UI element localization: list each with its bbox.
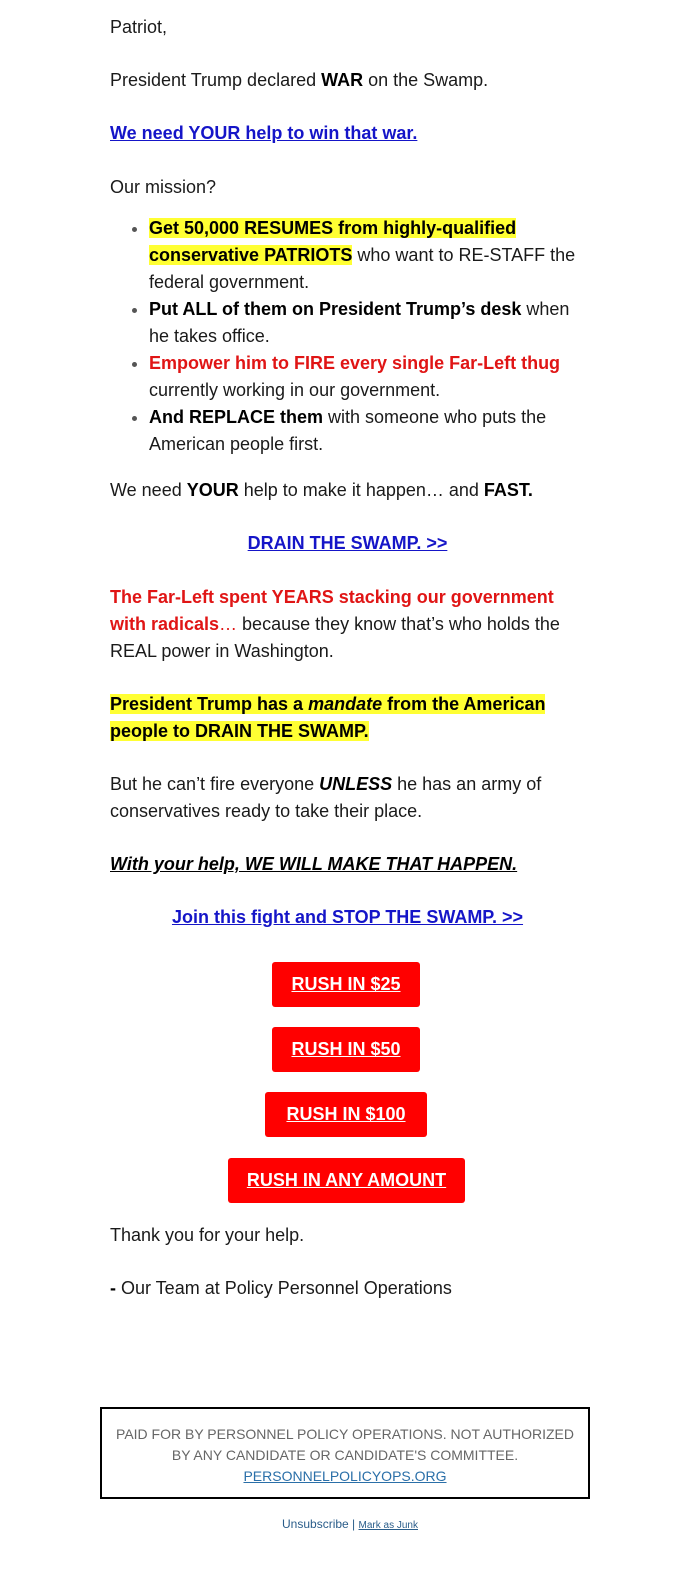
text: with someone who puts the American people first. bbox=[149, 407, 547, 454]
text: because they know that’s who holds the REAL power in Washington. bbox=[110, 614, 560, 661]
separator: | bbox=[348, 1517, 359, 1531]
text: help to make it happen… and bbox=[238, 480, 484, 500]
bold-text: Put ALL of them on President Trump’s desk bbox=[149, 299, 522, 319]
disclaimer-box bbox=[100, 1407, 590, 1499]
paragraph-unless bbox=[110, 771, 585, 825]
rush-25-button[interactable]: RUSH IN $25 bbox=[272, 962, 420, 1007]
paragraph-fast bbox=[110, 477, 585, 504]
drain-swamp-link[interactable]: DRAIN THE SWAMP. >> bbox=[247, 533, 448, 553]
unless-italic: UNLESS bbox=[319, 774, 393, 794]
mark-as-junk-link[interactable]: Mark as Junk bbox=[358, 1520, 418, 1531]
your-bold: YOUR bbox=[186, 480, 239, 500]
join-fight-link[interactable]: Join this fight and STOP THE SWAMP. >> bbox=[171, 907, 524, 927]
drain-link-paragraph bbox=[110, 530, 585, 557]
text: currently working in our government. bbox=[149, 380, 441, 400]
text: President Trump has a bbox=[110, 694, 309, 714]
text: But he can’t fire everyone bbox=[110, 774, 320, 794]
red-text: Empower him to FIRE every single Far-Left thug bbox=[149, 353, 561, 373]
war-bold: WAR bbox=[321, 70, 364, 90]
text: President Trump declared bbox=[110, 70, 322, 90]
list-item bbox=[149, 404, 585, 458]
text: who want to RE-STAFF the federal government. bbox=[149, 245, 576, 292]
unsubscribe-bar bbox=[0, 1517, 700, 1531]
text: We need bbox=[110, 480, 187, 500]
text: he has an army of conservatives ready to take their place. bbox=[110, 774, 542, 821]
thanks-text: Thank you for your help. bbox=[110, 1225, 305, 1245]
paragraph-mandate bbox=[110, 691, 585, 745]
text: Our Team at Policy Personnel Operations bbox=[116, 1278, 452, 1298]
rush-50-button[interactable]: RUSH IN $50 bbox=[272, 1027, 420, 1072]
help-link-paragraph bbox=[110, 120, 585, 147]
signoff bbox=[110, 1275, 585, 1302]
make-happen-text: With your help, WE WILL MAKE THAT HAPPEN. bbox=[110, 854, 518, 874]
rush-100-button[interactable]: RUSH IN $100 bbox=[265, 1092, 427, 1137]
paragraph-make-happen bbox=[110, 851, 585, 878]
highlight-mandate bbox=[110, 694, 545, 741]
bold-text: And REPLACE them bbox=[149, 407, 324, 427]
mission-text: Our mission? bbox=[110, 177, 217, 197]
website-link[interactable]: PERSONNELPOLICYOPS.ORG bbox=[243, 1468, 447, 1484]
list-item bbox=[149, 296, 585, 350]
help-win-war-link[interactable]: We need YOUR help to win that war. bbox=[110, 123, 418, 143]
paragraph-far-left bbox=[110, 584, 585, 665]
text: when he takes office. bbox=[149, 299, 570, 346]
unsubscribe-link[interactable]: Unsubscribe bbox=[282, 1517, 349, 1531]
highlight-resumes: Get 50,000 RESUMES from highly-qualified conservative PATRIOTS bbox=[149, 218, 517, 265]
fast-bold: FAST. bbox=[483, 480, 533, 500]
text: on the Swamp. bbox=[363, 70, 489, 90]
greeting: Patriot, bbox=[110, 17, 168, 37]
paragraph-war bbox=[110, 67, 585, 94]
ellipsis: … bbox=[219, 614, 238, 634]
text: from the American people to DRAIN THE SWAMP. bbox=[110, 694, 546, 741]
list-item bbox=[149, 215, 585, 296]
list-item bbox=[149, 350, 585, 404]
join-link-paragraph bbox=[110, 904, 585, 931]
rush-any-amount-button[interactable]: RUSH IN ANY AMOUNT bbox=[228, 1158, 465, 1203]
mandate-italic: mandate bbox=[308, 694, 383, 714]
dash: - bbox=[110, 1278, 116, 1298]
disclaimer-text: PAID FOR BY PERSONNEL POLICY OPERATIONS. NOT AUTHORIZED BY ANY CANDIDATE OR CANDIDATE'S COMMITTEE. bbox=[116, 1426, 574, 1463]
red-text: The Far-Left spent YEARS stacking our government with radicals bbox=[110, 587, 554, 634]
mission-list bbox=[110, 215, 585, 458]
